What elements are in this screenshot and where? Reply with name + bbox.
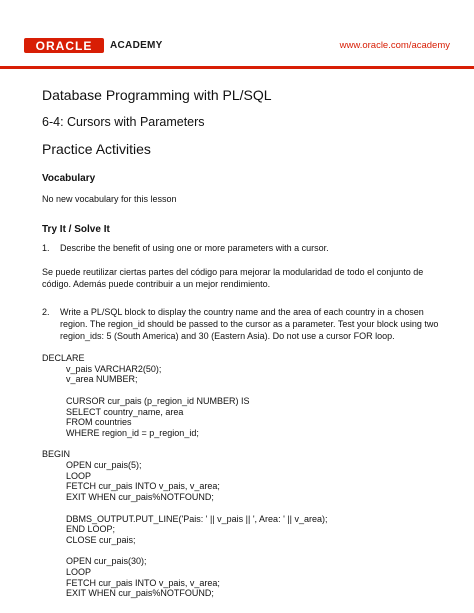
code-line: EXIT WHEN cur_pais%NOTFOUND;: [66, 588, 214, 599]
code-line: SELECT country_name, area: [66, 406, 184, 417]
code-line: DECLARE: [42, 353, 85, 363]
code-line: WHERE region_id = p_region_id;: [66, 427, 199, 438]
task-item: [42, 306, 452, 342]
code-line: v_pais VARCHAR2(50);: [66, 363, 162, 374]
code-line: LOOP: [66, 567, 92, 577]
try-it-heading: Try It / Solve It: [42, 224, 110, 235]
practice-title: Practice Activities: [42, 141, 151, 157]
code-line: OPEN cur_pais(30);: [66, 556, 147, 567]
code-line: CLOSE cur_pais;: [66, 534, 136, 545]
header-url-link[interactable]: www.oracle.com/academy: [339, 40, 450, 51]
lesson-title: 6-4: Cursors with Parameters: [42, 115, 205, 129]
code-line: CURSOR cur_pais (p_region_id NUMBER) IS: [66, 395, 250, 406]
task-number: 1.: [42, 243, 50, 253]
task-item: [42, 242, 452, 254]
code-line: LOOP: [66, 470, 92, 481]
task-text: Write a PL/SQL block to display the country name and the area of each country in a chosen region. The region_id should be passed to the cursor as a parameter. Test your block using two region_ids: 5 (South America) and 30 (Eastern Asia). Do not use a cursor FOR loop.: [60, 307, 439, 341]
code-line: FROM countries: [66, 417, 132, 428]
answer-text: Se puede reutilizar ciertas partes del código para mejorar la modularidad de todo el conjunto de código. Además puede contribuir a un mejor rendimiento.: [42, 267, 424, 289]
header-divider: [0, 66, 474, 69]
code-line: OPEN cur_pais(5);: [66, 460, 142, 470]
code-block: [42, 353, 452, 599]
page-header: [0, 0, 474, 80]
code-line: END LOOP;: [66, 524, 116, 535]
document-body: [42, 86, 452, 599]
task-number: 2.: [42, 307, 50, 317]
code-line: FETCH cur_pais INTO v_pais, v_area;: [66, 577, 220, 588]
document-title: Database Programming with PL/SQL: [42, 87, 272, 103]
oracle-logo: [24, 38, 104, 53]
code-line: DBMS_OUTPUT.PUT_LINE('Pais: ' || v_pais || ', Area: ' || v_area);: [66, 513, 328, 524]
code-line: v_area NUMBER;: [66, 374, 138, 385]
code-line: [42, 546, 452, 557]
vocabulary-text: No new vocabulary for this lesson: [42, 194, 177, 204]
code-line: EXIT WHEN cur_pais%NOTFOUND;: [66, 492, 214, 503]
code-line: [42, 503, 452, 514]
code-line: [42, 385, 452, 396]
code-line: BEGIN: [42, 449, 71, 460]
logo-suffix: ACADEMY: [110, 40, 163, 51]
task-text: Describe the benefit of using one or more parameters with a cursor.: [60, 243, 329, 253]
code-line: [42, 439, 452, 450]
code-line: FETCH cur_pais INTO v_pais, v_area;: [66, 481, 220, 492]
logo-word: ORACLE: [35, 38, 93, 53]
vocabulary-heading: Vocabulary: [42, 173, 96, 184]
